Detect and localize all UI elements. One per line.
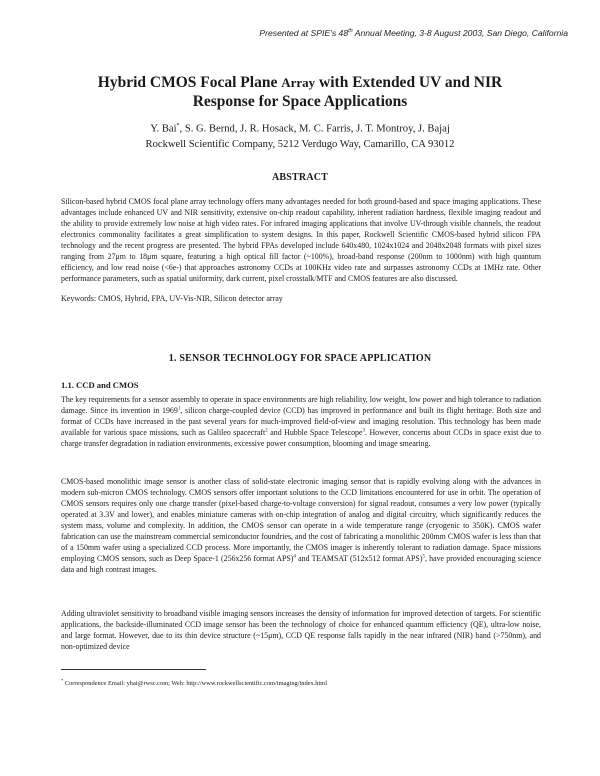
paragraph-3: Adding ultraviolet sensitivity to broadband visible imaging sensors increases the density of information for improved detection of targets. For scientific applications, the backside-illuminated CCD image sensor has been the technology of choice for enhanced quantum efficiency (QE), ultra-low noise, and large format. However, due to its thin device structure (~15μm), CCD QE response falls rapidly in the near infrared (NIR) band (>750nm), and non-optimized device: [61, 609, 541, 651]
section-1-heading: 1. SENSOR TECHNOLOGY FOR SPACE APPLICATION: [168, 353, 432, 364]
abstract-text: Silicon-based hybrid CMOS focal plane array technology offers many advantages needed for both ground-based and space imaging applications. These advantages include enhanced UV and NIR sensitivity, extensive on-chip readout capability, inherent radiation hardness, flexible imaging readout and the ability to provide extremely low noise at high video rates. For infrared imaging applications that involve UV-through visible channels, the readout electronics commonality facilitates a great simplification to system designs. In this paper, Rockwell Scientific CMOS-based hybrid silicon FPA technology and the recent progress are presented. The hybrid FPAs developed include 640x480, 1024x1024 and 2048x2048 formats with pixel sizes ranging from 27μm to 18μm square, featuring a high optical fill factor (~100%), broad-band response (200nm to 1000nm) with high quantum efficiency, and low read noise (<6e-) that approaches astronomy CCDs at 100KHz video rate and surpasses astronomy CCDs at 1MHz rate. Other performance parameters, such as spatial uniformity, dark current, pixel crosstalk/MTF and CMOS features are also discussed.: [61, 197, 541, 283]
abstract-heading: ABSTRACT: [271, 172, 329, 183]
paragraph-1: The key requirements for a sensor assembly to operate in space environments are high reliability, low weight, low power and high tolerance to radiation damage. Since its invention in 1969$^1$, silicon charge-coupled device (CCD) has improved in performance and built its flight heritage. Both size and format of CCDs have increased in the past several years for much-improved field-of-view and imaging resolution. This technology has been made available for various space missions, such as Galileo spacecraft$^2$ and Hubble Space Telescope$^3$. However, concerns about CCDs in space exist due to charge transfer degradation in radiation environments, excessive power consumption, blooming and image smearing.: [61, 395, 541, 448]
paper-title: Hybrid CMOS Focal Plane Array with Extended UV and NIR Response for Space Applications: [97, 74, 503, 110]
paragraph-2: CMOS-based monolithic image sensor is another class of solid-state electronic imaging sensor that is rapidly evolving along with the advances in modern sub-micron CMOS technology. CMOS sensors offer important solutions to the CCD limitations encountered for use in orbit. The operation of CMOS sensors requires only one charge transfer (pixel-based charge-to-voltage conversion) for signal readout, consumes a very low power (typically operated at 3.3V and lower), and enables miniature cameras with on-chip integration of analog and digital circuitry, which significantly reduces the system mass, volume and complexity. In addition, the CMOS sensor can operate in a wide temperature range (cryogenic to 350K). CMOS wafer fabrication can use the mainstream commercial semiconductor foundries, and the cost of fabricating a monolithic 200mm CMOS wafer is less than that of a 150mm wafer using a specialized CCD process. More importantly, the CMOS imager is inherently tolerant to radiation damage. Space missions employing CMOS sensors, such as Deep Space-1 (256x256 format APS)$^4$ and TEAMSAT (512x512 format APS)$^5$, have provided encouraging science data and high contrast images.: [61, 477, 541, 574]
author-block: Y. Bai*, S. G. Bernd, J. R. Hosack, M. C. Farris, J. T. Montroy, J. Bajaj Rockwell Scientific Company, 5212 Verdugo Way, Camarillo, CA 93012: [145, 123, 455, 150]
footnote-rule: [61, 669, 206, 670]
keywords: Keywords: CMOS, Hybrid, FPA, UV-Vis-NIR, Silicon detector array: [61, 294, 283, 303]
subsection-1-1-heading: 1.1. CCD and CMOS: [61, 380, 139, 390]
affiliation: Rockwell Scientific Company, 5212 Verdugo Way, Camarillo, CA 93012: [145, 138, 455, 150]
footnote: * Correspondence Email: ybai@rwsc.com; Web: http://www.rockwellscientific.com/imaging/index.html: [61, 678, 328, 688]
conference-header: Presented at SPIE’s 48th Annual Meeting, 3-8 August 2003, San Diego, California: [259, 28, 568, 38]
